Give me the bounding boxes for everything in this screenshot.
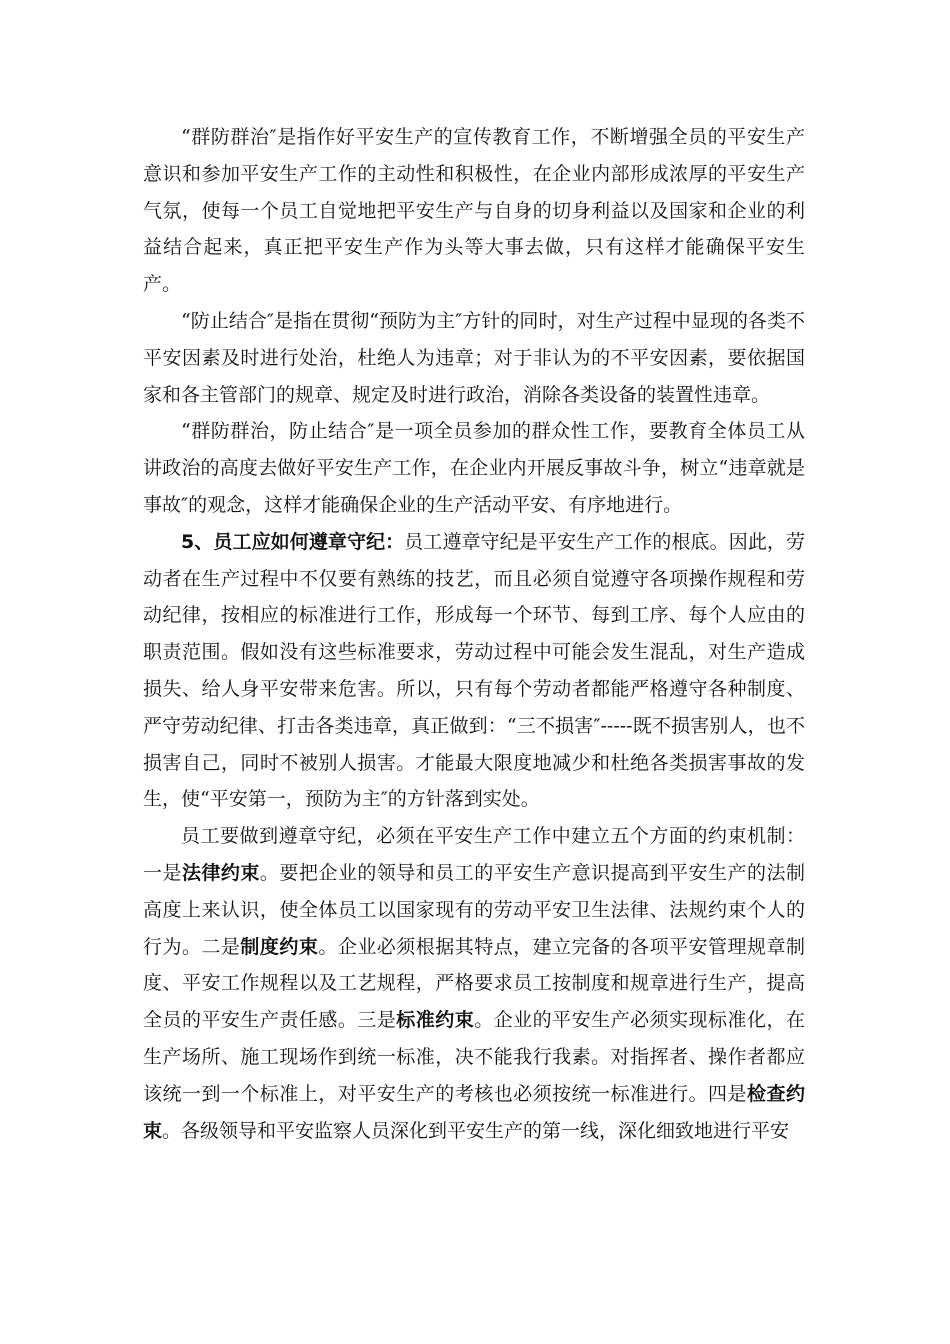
constraint-standard: 标准约束: [396, 1009, 475, 1032]
constraints-text-5: 。各级领导和平安监察人员深化到平安生产的第一线，深化细致地进行平安: [162, 1119, 790, 1142]
constraint-system: 制度约束: [240, 935, 319, 958]
discipline-body: 员工遵章守纪是平安生产工作的根底。因此，劳动者在生产过程中不仅要有熟练的技艺，而且必须自觉遵守各项操作规程和劳动纪律，按相应的标准进行工作，形成每一个环节、每到工序、每个人应由的职责范围。假如没有这些标准要求，劳动过程中可能会发生混乱，对生产造成损失、给人身平安带来危害。所以，只有每个劳动者都能严格遵守各种制度、严守劳动纪律、打击各类违章，真正做到：“三不损害″-----既不损害别人，也不损害自己，同时不被别人损害。才能最大限度地减少和杜绝各类损害事故的发生，使“平安第一，预防为主″的方针落到实处。: [143, 530, 805, 811]
constraints-text-1: 员工要做到遵章守纪，必须在平安生产工作中建立五个方面的约束机制：一是: [143, 825, 805, 884]
constraints-text-2: 。要把企业的领导和员工的平安生产意识提高到平安生产的法制高度上来认识，使全体员工以国家现有的劳动平安卫生法律、法规约束个人的行为。二是: [143, 861, 805, 958]
constraint-law: 法律约束: [181, 861, 260, 884]
document-page: [143, 119, 805, 1149]
paragraph-discipline: [143, 524, 805, 818]
section-heading: 5、员工应如何遵章守纪：: [181, 530, 405, 553]
constraints-text-4: 。企业的平安生产必须实现标准化，在生产场所、施工现场作到统一标准，决不能我行我素。对指挥者、操作者都应该统一到一个标准上，对平安生产的考核也必须按统一标准进行。四是: [143, 1009, 805, 1105]
paragraph-group-prevention: “群防群治″是指作好平安生产的宣传教育工作，不断增强全员的平安生产意识和参加平安生产工作的主动性和积极性，在企业内部形成浓厚的平安生产气氛，使每一个员工自觉地把平安生产与自身的切身利益以及国家和企业的利益结合起来，真正把平安生产作为头等大事去做，只有这样才能确保平安生产。: [143, 126, 805, 296]
paragraph-constraints: [143, 818, 805, 1149]
constraint-inspection: 检查约束: [143, 1082, 805, 1142]
paragraph-prevention-combination: “防止结合″是指在贯彻“预防为主″方针的同时，对生产过程中显现的各类不平安因素及时进行处治，杜绝人为违章；对于非认为的不平安因素，要依据国家和各主管部门的规章、规定及时进行政治，消除各类设备的装置性违章。: [143, 309, 805, 406]
paragraph-mass-work: “群防群治，防止结合″是一项全员参加的群众性工作，要教育全体员工从讲政治的高度去做好平安生产工作，在企业内开展反事故斗争，树立“违章就是事故″的观念，这样才能确保企业的生产活动平安、有序地进行。: [143, 420, 805, 516]
constraints-text-3: 。企业必须根据其特点，建立完备的各项平安管理规章制度、平安工作规程以及工艺规程，严格要求员工按制度和规章进行生产，提高全员的平安生产责任感。三是: [143, 935, 805, 1032]
